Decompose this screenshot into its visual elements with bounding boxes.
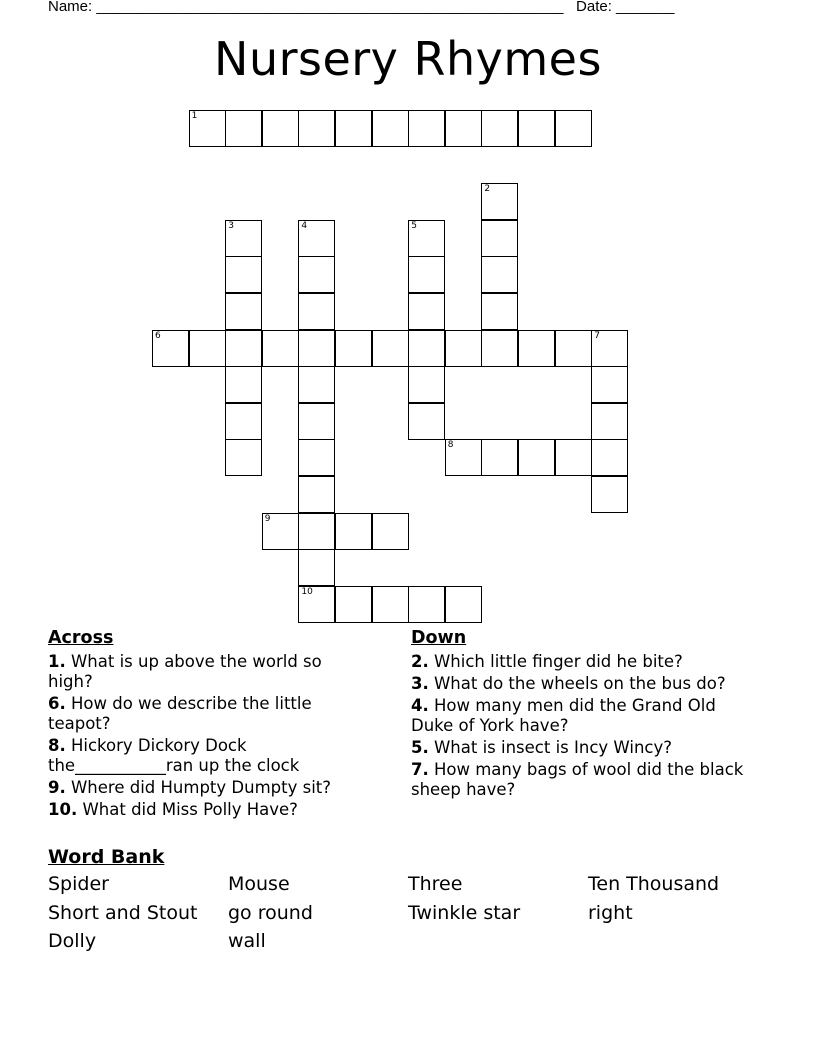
crossword-cell[interactable] — [298, 476, 335, 513]
down-clue — [411, 760, 761, 800]
crossword-cell[interactable] — [481, 330, 518, 367]
clue-text: How many men did the Grand Old Duke of York have? — [411, 696, 716, 735]
across-clue — [48, 800, 368, 820]
crossword-cell[interactable] — [481, 439, 518, 476]
clue-number: 2 — [484, 184, 491, 195]
date-field-label[interactable]: Date: _______ — [576, 0, 675, 15]
crossword-cell[interactable] — [298, 366, 335, 403]
crossword-cell[interactable] — [372, 330, 409, 367]
crossword-cell[interactable] — [481, 220, 518, 257]
down-clue — [411, 674, 761, 694]
crossword-cell[interactable] — [152, 330, 189, 367]
crossword-cell[interactable] — [408, 256, 445, 293]
crossword-cell[interactable] — [445, 586, 482, 623]
crossword-cell[interactable] — [298, 110, 335, 147]
clue-number: 8 — [447, 440, 454, 451]
clue-number-label: 4. — [411, 696, 429, 715]
clue-text: What is up above the world so high? — [48, 652, 322, 691]
crossword-cell[interactable] — [445, 110, 482, 147]
word-bank-item: Dolly — [48, 930, 97, 952]
crossword-cell[interactable] — [335, 513, 372, 550]
crossword-cell[interactable] — [225, 110, 262, 147]
word-bank-item: Spider — [48, 873, 109, 895]
crossword-cell[interactable] — [372, 586, 409, 623]
clue-number: 5 — [411, 220, 417, 231]
clue-number-label: 1. — [48, 652, 66, 671]
clue-text: What did Miss Polly Have? — [77, 800, 298, 819]
crossword-cell[interactable] — [408, 366, 445, 403]
clue-text: Which little finger did he bite? — [428, 652, 683, 671]
crossword-cell[interactable] — [225, 366, 262, 403]
crossword-cell[interactable] — [555, 439, 592, 476]
crossword-cell[interactable] — [225, 330, 262, 367]
clue-text: What is insect is Incy Wincy? — [428, 738, 673, 757]
crossword-cell[interactable] — [408, 586, 445, 623]
across-clues — [48, 628, 368, 822]
across-clue — [48, 694, 368, 734]
clue-number: 7 — [594, 330, 600, 341]
crossword-cell[interactable] — [408, 403, 445, 440]
crossword-cell[interactable] — [262, 513, 299, 550]
word-bank-item: go round — [228, 901, 313, 924]
crossword-cell[interactable] — [225, 256, 262, 293]
word-bank-item: right — [588, 901, 633, 924]
word-bank-item: Mouse — [228, 873, 290, 895]
crossword-cell[interactable] — [481, 256, 518, 293]
clue-text: How do we describe the little teapot? — [48, 694, 312, 733]
clue-number: 4 — [301, 220, 308, 231]
crossword-cell[interactable] — [408, 110, 445, 147]
clue-number-label: 6. — [48, 694, 66, 713]
crossword-cell[interactable] — [262, 330, 299, 367]
clue-number-label: 9. — [48, 778, 66, 797]
down-heading: Down — [411, 628, 467, 648]
crossword-cell[interactable] — [298, 330, 335, 367]
crossword-cell[interactable] — [481, 183, 518, 220]
crossword-cell[interactable] — [372, 513, 409, 550]
down-clue — [411, 738, 761, 758]
crossword-cell[interactable] — [445, 330, 482, 367]
down-clue — [411, 652, 761, 672]
word-bank-item: Ten Thousand — [588, 873, 720, 895]
crossword-cell[interactable] — [225, 403, 262, 440]
crossword-cell[interactable] — [335, 110, 372, 147]
crossword-cell[interactable] — [408, 220, 445, 257]
word-bank-item: wall — [228, 930, 266, 952]
clue-number: 1 — [191, 111, 198, 121]
clue-number-label: 5. — [411, 738, 429, 757]
across-clue — [48, 736, 368, 776]
crossword-cell[interactable] — [408, 330, 445, 367]
clue-number: 10 — [301, 586, 313, 597]
crossword-cell[interactable] — [189, 330, 226, 367]
crossword-cell[interactable] — [298, 403, 335, 440]
crossword-cell[interactable] — [225, 220, 262, 257]
clue-text: What do the wheels on the bus do? — [428, 674, 726, 693]
down-clues — [411, 628, 761, 802]
clue-number-label: 8. — [48, 736, 66, 755]
clue-text: Hickory Dickory Dock the___________ran up the clock — [48, 736, 300, 775]
crossword-cell[interactable] — [335, 330, 372, 367]
crossword-cell[interactable] — [298, 586, 335, 623]
clue-number-label: 3. — [411, 674, 429, 693]
crossword-cell[interactable] — [225, 293, 262, 330]
crossword-cell[interactable] — [591, 366, 628, 403]
name-field-label[interactable]: Name: ________________________________________________________ — [48, 0, 564, 15]
word-bank-heading: Word Bank — [48, 846, 165, 868]
across-heading: Across — [48, 628, 114, 648]
crossword-cell[interactable] — [518, 439, 555, 476]
page-title: Nursery Rhymes — [214, 32, 602, 86]
crossword-cell[interactable] — [445, 439, 482, 476]
word-bank-item: Twinkle star — [408, 901, 521, 924]
crossword-cell[interactable] — [262, 110, 299, 147]
clue-number-label: 10. — [48, 800, 78, 819]
crossword-cell[interactable] — [298, 293, 335, 330]
crossword-cell[interactable] — [298, 439, 335, 476]
crossword-cell[interactable] — [225, 439, 262, 476]
crossword-cell[interactable] — [408, 293, 445, 330]
clue-text: Where did Humpty Dumpty sit? — [65, 778, 331, 797]
crossword-cell[interactable] — [591, 330, 628, 367]
crossword-cell[interactable] — [591, 476, 628, 513]
crossword-cell[interactable] — [555, 330, 592, 367]
clue-number: 9 — [264, 513, 271, 524]
crossword-cell[interactable] — [372, 110, 409, 147]
crossword-cell[interactable] — [591, 439, 628, 476]
clue-text: How many bags of wool did the black sheep have? — [411, 760, 744, 799]
crossword-cell[interactable] — [298, 549, 335, 586]
crossword-cell[interactable] — [591, 403, 628, 440]
crossword-cell[interactable] — [481, 110, 518, 147]
clue-number: 6 — [155, 330, 161, 341]
crossword-cell[interactable] — [298, 513, 335, 550]
word-bank-item: Short and Stout — [48, 901, 198, 924]
crossword-cell[interactable] — [518, 110, 555, 147]
across-clue — [48, 652, 368, 692]
crossword-cell[interactable] — [335, 586, 372, 623]
word-bank-item: Three — [408, 873, 463, 895]
crossword-cell[interactable] — [298, 256, 335, 293]
crossword-cell[interactable] — [555, 110, 592, 147]
clue-number-label: 7. — [411, 760, 429, 779]
crossword-cell[interactable] — [298, 220, 335, 257]
crossword-cell[interactable] — [189, 110, 226, 147]
clue-number-label: 2. — [411, 652, 429, 671]
clue-number: 3 — [228, 220, 234, 231]
crossword-cell[interactable] — [518, 330, 555, 367]
across-clue — [48, 778, 368, 798]
down-clue — [411, 696, 761, 736]
crossword-cell[interactable] — [481, 293, 518, 330]
